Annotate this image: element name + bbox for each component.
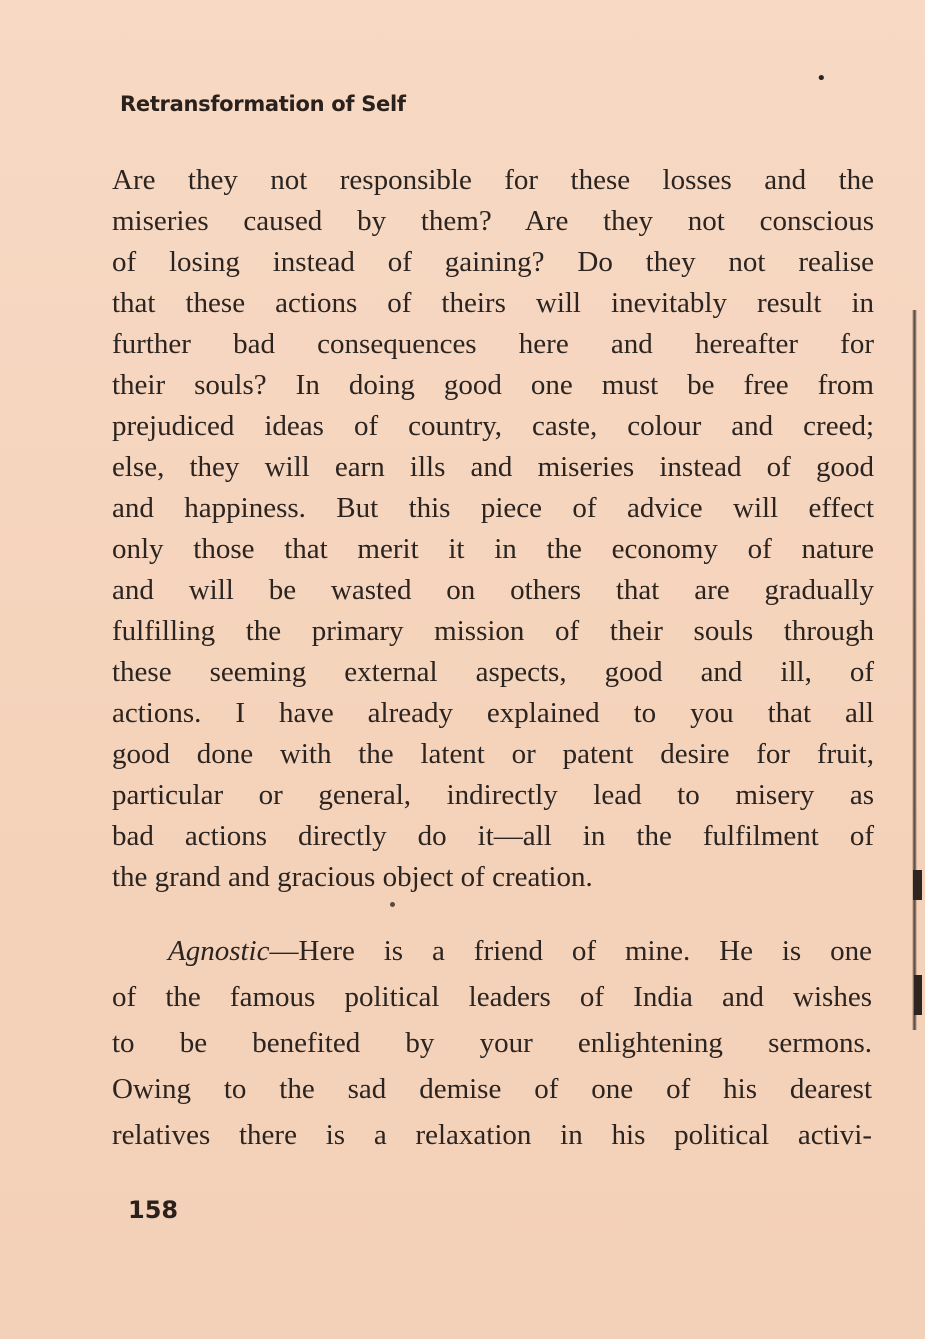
text-line: their souls? In doing good one must be free from	[112, 369, 874, 401]
text-line: prejudiced ideas of country, caste, colour and creed;	[112, 410, 874, 442]
text-line: Are they not responsible for these losses and the	[112, 164, 874, 196]
text-line: of the famous political leaders of India and wishes	[112, 981, 872, 1013]
text-fragment: —Here is a friend of mine. He is one	[269, 935, 872, 967]
text-line: bad actions directly do it—all in the fulfilment of	[112, 820, 874, 852]
text-line: actions. I have already explained to you that all	[112, 697, 874, 729]
text-line: these seeming external aspects, good and ill, of	[112, 656, 874, 688]
text-line: particular or general, indirectly lead to misery as	[112, 779, 874, 811]
page-edge-mark	[914, 975, 922, 1015]
text-line: further bad consequences here and hereafter for	[112, 328, 874, 360]
text-line	[112, 928, 872, 974]
text-line: the grand and gracious object of creation.	[112, 861, 593, 893]
text-line: else, they will earn ills and miseries instead of good	[112, 451, 874, 483]
page-edge-shadow	[912, 310, 917, 1030]
text-line: only those that merit it in the economy of nature	[112, 533, 874, 565]
corner-mark: •	[816, 68, 827, 89]
text-line: that these actions of theirs will inevitably result in	[112, 287, 874, 319]
text-line: fulfilling the primary mission of their souls through	[112, 615, 874, 647]
text-line: Owing to the sad demise of one of his dearest	[112, 1073, 872, 1105]
speaker-label: Agnostic	[168, 935, 270, 967]
text-line: and will be wasted on others that are gradually	[112, 574, 874, 606]
text-line: to be benefited by your enlightening sermons.	[112, 1027, 872, 1059]
text-line: good done with the latent or patent desire for fruit,	[112, 738, 874, 770]
text-line: of losing instead of gaining? Do they not realise	[112, 246, 874, 278]
paragraph-2	[112, 928, 872, 1158]
text-line: miseries caused by them? Are they not conscious	[112, 205, 874, 237]
running-head: Retransformation of Self	[120, 92, 406, 116]
text-line: and happiness. But this piece of advice will effect	[112, 492, 874, 524]
page-number: 158	[128, 1196, 179, 1224]
page-edge-mark	[913, 870, 922, 900]
text-line: relatives there is a relaxation in his political activi-	[112, 1119, 872, 1151]
paragraph-1	[112, 160, 874, 898]
speck	[390, 902, 395, 907]
